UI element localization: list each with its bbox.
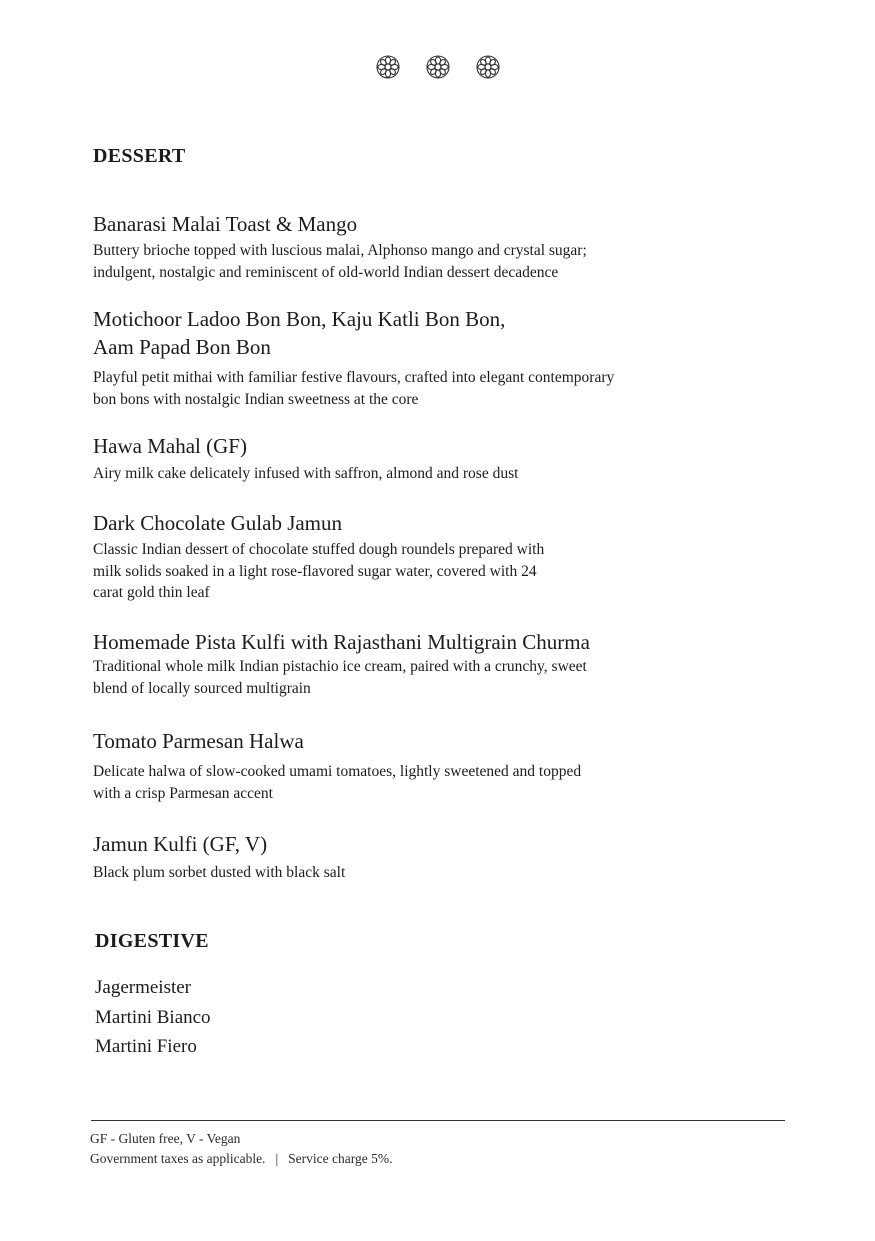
service-charge-note: Service charge 5%.: [288, 1151, 393, 1166]
menu-item: [93, 210, 733, 283]
digestive-item: Martini Fiero: [95, 1036, 197, 1057]
menu-item: [93, 509, 733, 604]
item-name: Jamun Kulfi (GF, V): [93, 832, 268, 856]
menu-item: [93, 628, 733, 699]
dietary-legend: GF - Gluten free, V - Vegan: [90, 1131, 241, 1146]
footer-separator: |: [275, 1151, 279, 1166]
section-title-dessert: DESSERT: [93, 145, 186, 167]
menu-item: [93, 727, 733, 804]
footer-notes: [90, 1150, 392, 1168]
digestive-item: Martini Bianco: [95, 1007, 211, 1028]
item-name: Hawa Mahal (GF): [93, 434, 247, 458]
flower-ornament-icon: [375, 54, 401, 80]
item-name: Homemade Pista Kulfi with Rajasthani Multigrain Churma: [93, 630, 590, 654]
item-description: Buttery brioche topped with luscious malai, Alphonso mango and crystal sugar; indulgent, nostalgic and reminiscent of old-world Indian dessert decadence: [93, 242, 587, 281]
header-ornaments: [0, 54, 875, 80]
item-description: Airy milk cake delicately infused with saffron, almond and rose dust: [93, 465, 519, 482]
digestive-item: Jagermeister: [95, 977, 192, 998]
item-name: Tomato Parmesan Halwa: [93, 729, 304, 753]
item-name: Banarasi Malai Toast & Mango: [93, 212, 358, 236]
item-description: Delicate halwa of slow-cooked umami tomatoes, lightly sweetened and topped with a crisp Parmesan accent: [93, 763, 582, 802]
menu-item: [93, 830, 733, 884]
section-title-digestive: DIGESTIVE: [95, 930, 209, 952]
item-description: Traditional whole milk Indian pistachio ice cream, paired with a crunchy, sweet blend of locally sourced multigrain: [93, 658, 587, 697]
item-name: Motichoor Ladoo Bon Bon, Kaju Katli Bon Bon, Aam Papad Bon Bon: [93, 307, 506, 359]
flower-ornament-icon: [425, 54, 451, 80]
footer-divider: [91, 1120, 785, 1121]
taxes-note: Government taxes as applicable.: [90, 1151, 266, 1166]
item-name: Dark Chocolate Gulab Jamun: [93, 511, 343, 535]
item-description: Playful petit mithai with familiar festive flavours, crafted into elegant contemporary bon bons with nostalgic Indian sweetness at the core: [93, 369, 615, 408]
flower-ornament-icon: [475, 54, 501, 80]
menu-item: [93, 305, 733, 410]
menu-item: [93, 432, 733, 485]
item-description: Black plum sorbet dusted with black salt: [93, 864, 346, 881]
item-description: Classic Indian dessert of chocolate stuffed dough roundels prepared with milk solids soaked in a light rose-flavored sugar water, covered with 24 carat gold thin leaf: [93, 541, 545, 601]
